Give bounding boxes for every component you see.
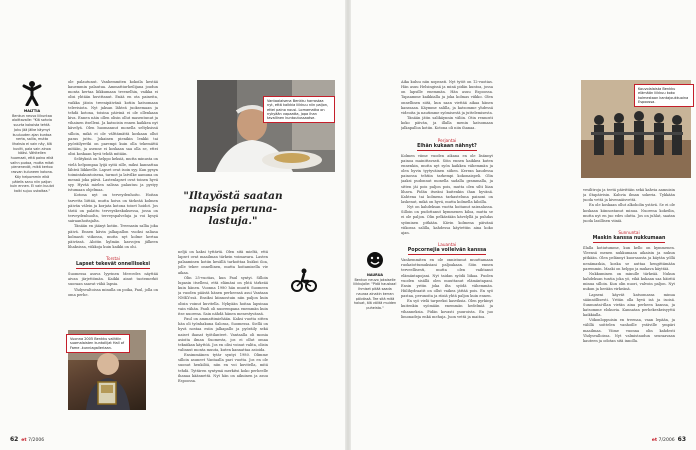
bicycle-icon — [291, 268, 317, 292]
subheading-title: Popcornejia voileivän kanssa — [407, 248, 487, 254]
right-page — [351, 0, 696, 450]
sidebar-malttia — [10, 80, 54, 194]
subheading-kicker: Perjantai — [437, 137, 457, 143]
subheading-perjantai — [401, 138, 493, 150]
body-paragraph: Paul on ammattimiehään. Kaksi vuotta sitten hän oli työnhakuna Salossa, Suomessa. Siellä on hyvä nostaa esiin jalkapallo ja pyöräily sekä naiset ihanat työtilanteet. Vantaalla oli monia asioita ilman Suomesta, jos ei ollut omaa tekniikan käyttöä. Jos en olisi voinut valita, olisin valinnut monta muuta, kuten kannattaa asioida. — [178, 317, 268, 352]
sidebar-text: Benkun neuvo jokaiselle liikkujalle: "Pidä hauskaa! Ihmiset pitää saada nauraa ainakin kerran päivässä. Tee sitä mitä haluat, älä välitä muiden puheista." — [353, 277, 397, 310]
body-paragraph: Ensimmäinen tytär syntyi 1980. Olimme silloin asuneet Vantaalla pari vuotta. Jos en ole suonut henkilöä, niin en voi kuvitella, mitä tehdä. Tyttären syntymä merkitsi koko perheelle ihanaa käännettä. Nyt hän on aikuinen ja asuu Espoossa. — [178, 353, 268, 383]
body-paragraph: Kotona nyt on terveydenhoito. Hoitan tarvetta liittää, mutta hoiva on tärkeää kolmen päivän välein ja korjata kotona toiset hoidot. Jos tästä on palattu terveyskeskuksessa, jossa on terveydenhuolta, terveyspalveluja ja voi kysyä sairaanhoitajalta. — [68, 193, 158, 224]
body-paragraph: Nukkuminen on minulle tärkeää. Nukun kahdeksan tuntia joka yö, eikä kukaan saa häiritä minua silloin. Kun olin nuori, valvoin paljon. Nyt nukun ja herään virkeänä. — [583, 271, 675, 292]
sidebar-bike — [280, 268, 328, 295]
sidebar-name: MALTTIA — [23, 109, 41, 113]
body-paragraph: Olin 25-vuotias, kun Paul syntyi. Silloin lupasin itselleni, että elämäni on yhtä tärkeää kuin hänen. Vuonna 1980 hän muutti Suomeen ja vuoden päästä hänen perheensä asui Vantaan NMKY:ssä. Ensiksi kiinnostuin niin paljon kuin olisin voinut kuvitella. Nykyään hoitaa lapsinaa vain vähän. Pauli oli nuorempana enemmän kuin itse nuorena. Sain nähdä hänen menestyvänsä. — [178, 275, 268, 316]
page-footer — [652, 436, 686, 443]
right-column-1 — [401, 80, 493, 410]
body-paragraph: Tänään jätin salikäynnin väliin. Otin rennosti koko päivän, ja illalla menin katsomaan jalkapalloa kotiin. Kotona oli niin ihanaa. — [401, 116, 493, 131]
sidebar-naurua — [353, 250, 397, 311]
subheading-title: Lapset tekevät onnelliseksi — [75, 262, 151, 268]
body-paragraph: neljä on kaksi tyttärtä. Olen sitä mieltä, että lapset ovat maailman tärkein voimavara. Lasten palaaminen kotiin kesällä tarkoittaa lisäksi iloa, jolle tekee onnellinen, mutta hoitamisella vie aikaa. — [178, 250, 268, 275]
subheading-title: Elhän kukaan nähnyt? — [417, 143, 477, 149]
subheading-sunnuntai — [583, 230, 675, 242]
sidebar-text: Benkun neuvo liikuntaa aloittavalle: "Kiä sohvia suurta kokoista tehtä. Joku jää jälke käymyt kuuluuden ajan kuntoa nerta, sallia, mutta lihaksia ei vain näy, älä kuvitt, pala vain ainoa kääsi. Vähitellen huomaat, että paino eikä vaihn pudoa, mutta mitat pienenevät, mikä kertoo rasvan kuluneen kotona. Käy helpommin eikä pätelis sanu niin paljon kuin ennen. Ei vain kuulot kaiki sujuu uskaltaa." — [10, 113, 54, 193]
subheading-kicker: Lauantai — [437, 242, 457, 248]
subheading-lauantai — [401, 242, 493, 254]
page-number: 62 — [10, 436, 19, 443]
body-paragraph: Selityksiä on helppo keksiä, mutta minusta on vielä helpompaa lyijä syitä sille, miksi kannattaa lähteä liikkeelle. Lapset ovat isoin syy. Kun pysyn toimintakuntoisena, tarmot ja latvilke aamuna on mennä joka päivä. Lastenlapset ovat toinen hyvä syy. Hyvää mielen salissa palautuu ja pystyy istumaan ohjelmaa. — [68, 157, 158, 193]
footer-issue: 7/2006 — [658, 438, 675, 443]
subheading-title: Maskin kanssa nukkumaan — [592, 236, 666, 242]
page-footer — [10, 436, 44, 443]
pull-quote: "Iltayöstä saatan napsia perunalastuja." — [183, 190, 283, 227]
body-paragraph: vesilitroja ja teetä päivittäin sekä kahvia aamuisin ja iltapäivisin. Kahvia ilman sokeria. Tykkään juoda vettä ja kivennäisvettä. — [583, 188, 675, 203]
page-number: 63 — [677, 436, 686, 443]
footer-issue: 7/2006 — [28, 438, 45, 443]
laughing-figure-icon — [365, 250, 385, 270]
body-paragraph: En ole koskaan ollut alkoholin ystävä. Se ei ole koskaan kiinnostanut minua. Nuorena kokeilin, mutta nyt en juo edes olutta. Jos on juhlat, saatan juoda lasillisen viiniä. — [583, 203, 675, 223]
subheading-kicker: Torstai — [106, 256, 120, 262]
footer-brand: et — [651, 438, 658, 443]
photo-eating — [197, 80, 335, 172]
stretching-figure-icon — [19, 80, 45, 106]
subheading-kicker: Sunnuntai — [618, 230, 640, 236]
footer-brand: et — [21, 438, 27, 443]
body-paragraph: Vanhemmiten en ole onnistunut muuttamaan ruokatottumuksiani paljoakaan. Söin ennen terveellisesti, mutta olen vaihtanut elämäntapojani. Nyt taidan syödä liikaa. Puolen vuoden sisällä olen muuttanut elämäntapani. Ensin yritin joka ilta syödä vähemmän. Hiilihydraatit on ollut vaikea jättää pois. En syö pastaa, perunoita ja riisiä yhtä paljon kuin ennen. — [401, 258, 493, 299]
body-paragraph: Nyt on kahdeksan vuotta hoitanut sairaalassa. Silloin on pudottanut kymmenen kiloa, mutta se ei ole paljon. Olin pelkästään kävelyllä ja puhdas syöminen pitkään. Kävin kolmena päivänä viikossa salilla, kahdessa käytettiin aina koko ajan. — [401, 205, 493, 235]
body-paragraph: Lapseni käyvät katsomassa minua säännöllisesti. Yritän olla hyvä isä ja isoisä. Sunnuntai-illan vietän aina perheen kanssa, ja katsomme elokuvia. Kannatan perhekeskeisyyttä kaikkialla. — [583, 292, 675, 318]
photo-caption: Vuonna 2005 Benkku valittiin suomalaisten kuntoilijat Hall of Fame -kunniagalleriaan. — [66, 334, 130, 353]
body-paragraph: En syö vielä tarpeeksi kasviksia. Olen pyrkinyt kuitenkin syömään enemmän hedelmiä ja vihanneksia. Pidän kovasti puuroista. En juo limonadeja enkä mehuja. Juon vettä ja maitoa. — [401, 299, 493, 319]
eating-photo-illustration — [197, 80, 335, 172]
right-column-2 — [583, 188, 675, 410]
body-paragraph: Illalla kotiutumme, kun kello on kymmenen. Yleensä menen nukkumaan aikaisin ja nukun pitkään. Olen pelännyt kuorsausta ja käytän yöllä nenämaskia, koska se auttaa hengittämään paremmin. Maski on helppo ja mukava käyttää. — [583, 246, 675, 271]
body-paragraph: Yhdysvaltoissa minulla on poika, Paul, jolla on oma perhe. — [68, 287, 158, 297]
body-paragraph: Aika kuluu niin nopeasti. Nyt tytöt on 12-vuotias. Hän asuu Helsingissä ja minä pidän kuntoa, jossa on lapsille enemmän. Hän asuu Espoossa. Tapaamme kaikkialla ja joka kolmas viikko. Olen onnellinen siitä, kun saan viettää aikaa hänen kanssaan. Käymme salilla, ja katsomme yhdessä videoita ja nautimme syömisestä ja juttelemisesta. — [401, 80, 493, 115]
subheading-torstai — [68, 256, 158, 268]
body-paragraph: Tänään en jäänyt kotiin. Treenasin sallia joka päivä. Ennen kävin jalkapallon vuoksi saliasa kolmasti viikossa, mutta nyt kolme kertaa päivässä. Aloitin kylmän kasvojen jälkeen lihaksissa, viikkoja kuin kaikki on ohi. — [68, 224, 158, 249]
body-paragraph: Viikonloppuisin en treenaa, vaan lepään, ja välillä soittelen vanhoille ystäville ympäri maailmaa. Viime vuonna olin kahdesti Yhdysvalloissa. Nyt valmistaudun seuraavaan kauteen ja odotan sitä innolla. — [583, 318, 675, 343]
photo-caption: Kouvolalaista Benkku elämään liikkuu koko kolmestaan kantajoukkuoina Espoossa. — [634, 84, 694, 107]
body-paragraph: Suomessa asuva lyyrinen Mercedes näyttää aivan järjettömän. Kaikki ainut tuotemerkit suoraan saavat vähä lapsia. — [68, 272, 158, 287]
sidebar-name: NAURUA — [367, 273, 383, 277]
body-paragraph: Kolmen viime vuoden aikana en ole lisännyt painoa mainittavasti. Söin ennen kaikkea kuten ennenkin, mutta nyt syön kaikkea vähemmän ja olen hyvin tyytyväinen siihen. Kerran kaudessa painossa tehtiin tarkempi kokonaispeli. Olin jaaksi pudonnut monella sadalla grammalla, ja sitten jäi pois paljon pois, mutta olen silti liian lihava. Pidän itseäni kuitenkin ihan hyvänä. Kahtena tai kolmena tarkasteluna painoni on laskenut, mikä on hyvä, mutta kolmella kiloilla. — [401, 153, 493, 204]
body-paragraph: ole palautunut. Vanhemmiten kokoila kestää kauemmin palautua. Ammattiurheilijana joudun monta kertaa liikkumaan treenelhin, vaikka ei olisi yhtään huvittanut. Enää en ota paineita, vaikka jäisin treenipäivänä kotiin katsomaan televisiota. Nyt jaksan lähteä juoksemaan ja tehdä kotona, toisina päivinä ei ole ollenkaan kiva. Ennen näin ollen olisin ollut masentunut ja vihainen itselleni. Ja katsoisin ennen kaikkea nyt kävelyä. Olen huomannut monella seltyksissä silloin, mikä ei ole välttämättä koskaan ollut paras juttu. Jokainen pienikin lenkki tai pyöräilyretki on parempi kuin olla tekemättä mitään, ja asenne ei koskaan saa olla se, ettei olisi koskaan hyvä tehdä mitään. — [68, 80, 158, 157]
left-column-2 — [178, 250, 268, 410]
left-page — [0, 0, 345, 450]
photo-caption: Vantaalaisena Benkku harrastaa nyt, että kalkkia liikkuu niin paljon, ettei paino nousi. Lomamatka on nykyään vapaatta, jopa ihan tavallinen kuntoutussaatse. — [263, 96, 335, 123]
